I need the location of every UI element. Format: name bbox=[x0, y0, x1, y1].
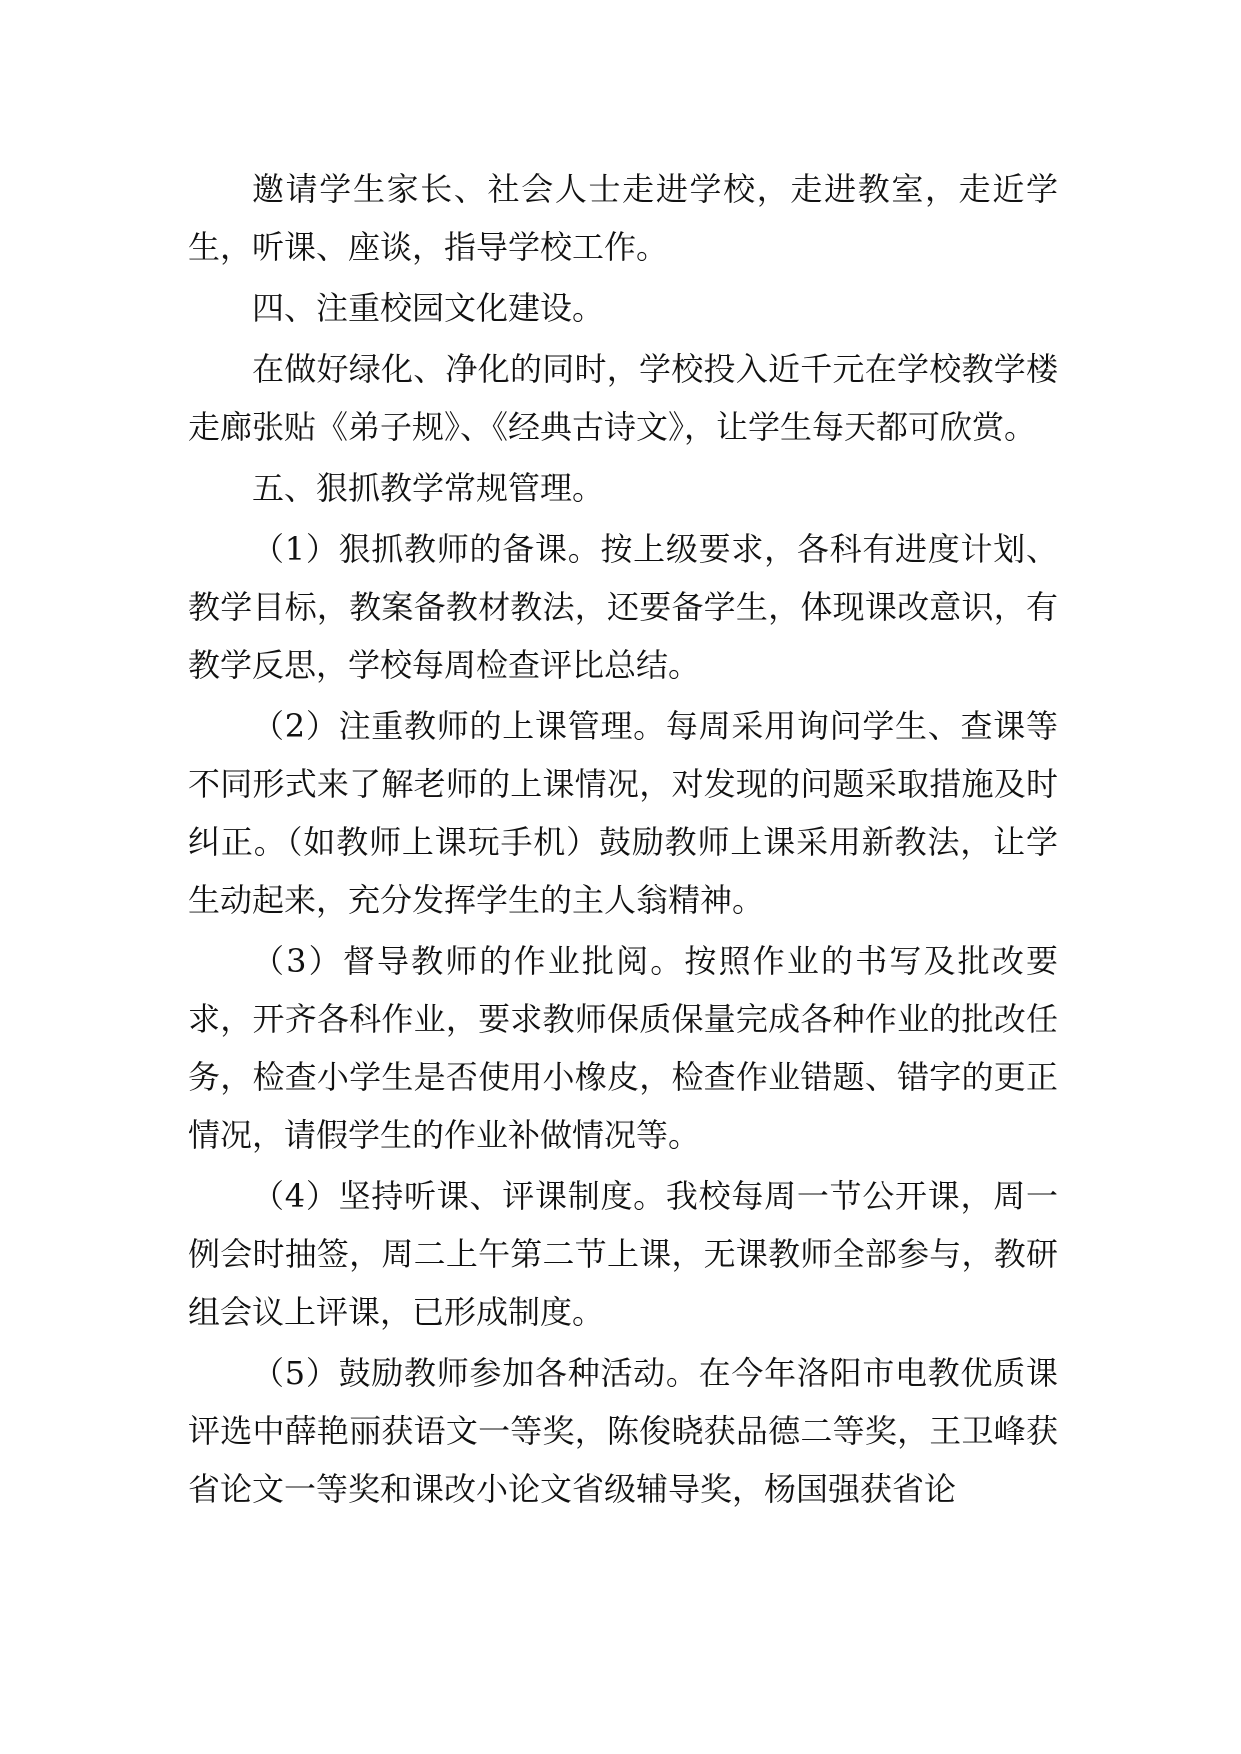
paragraph-lesson-observation: （4）坚持听课、评课制度。我校每周一节公开课，周一例会时抽签，周二上午第二节上课，无课教师全部参与，教研组会议上评课，已形成制度。 bbox=[188, 1177, 1058, 1331]
paragraph-invite-parents: 邀请学生家长、社会人士走进学校，走进教室，走近学生，听课、座谈，指导学校工作。 bbox=[188, 170, 1058, 266]
paragraph-class-management: （2）注重教师的上课管理。每周采用询问学生、查课等不同形式来了解老师的上课情况，对发现的问题采取措施及时纠正。（如教师上课玩手机）鼓励教师上课采用新教法，让学生动起来，充分发挥学生的主人翁精神。 bbox=[188, 707, 1058, 919]
paragraph-homework-review: （3）督导教师的作业批阅。按照作业的书写及批改要求，开齐各科作业，要求教师保质保量完成各种作业的批改任务，检查小学生是否使用小橡皮，检查作业错题、错字的更正情况，请假学生的作业补做情况等。 bbox=[188, 942, 1058, 1154]
document-body bbox=[188, 160, 1058, 1521]
heading-campus-culture: 四、注重校园文化建设。 bbox=[252, 289, 605, 327]
paragraph-lesson-preparation: （1）狠抓教师的备课。按上级要求，各科有进度计划、教学目标，教案备教材教法，还要备学生，体现课改意识，有教学反思，学校每周检查评比总结。 bbox=[188, 530, 1058, 684]
paragraph-teacher-activities: （5）鼓励教师参加各种活动。在今年洛阳市电教优质课评选中薛艳丽获语文一等奖，陈俊晓获品德二等奖，王卫峰获省论文一等奖和课改小论文省级辅导奖，杨国强获省论 bbox=[188, 1354, 1058, 1508]
paragraph-campus-culture: 在做好绿化、净化的同时，学校投入近千元在学校教学楼走廊张贴《弟子规》、《经典古诗文》，让学生每天都可欣赏。 bbox=[188, 350, 1058, 446]
heading-teaching-management: 五、狠抓教学常规管理。 bbox=[252, 469, 605, 507]
